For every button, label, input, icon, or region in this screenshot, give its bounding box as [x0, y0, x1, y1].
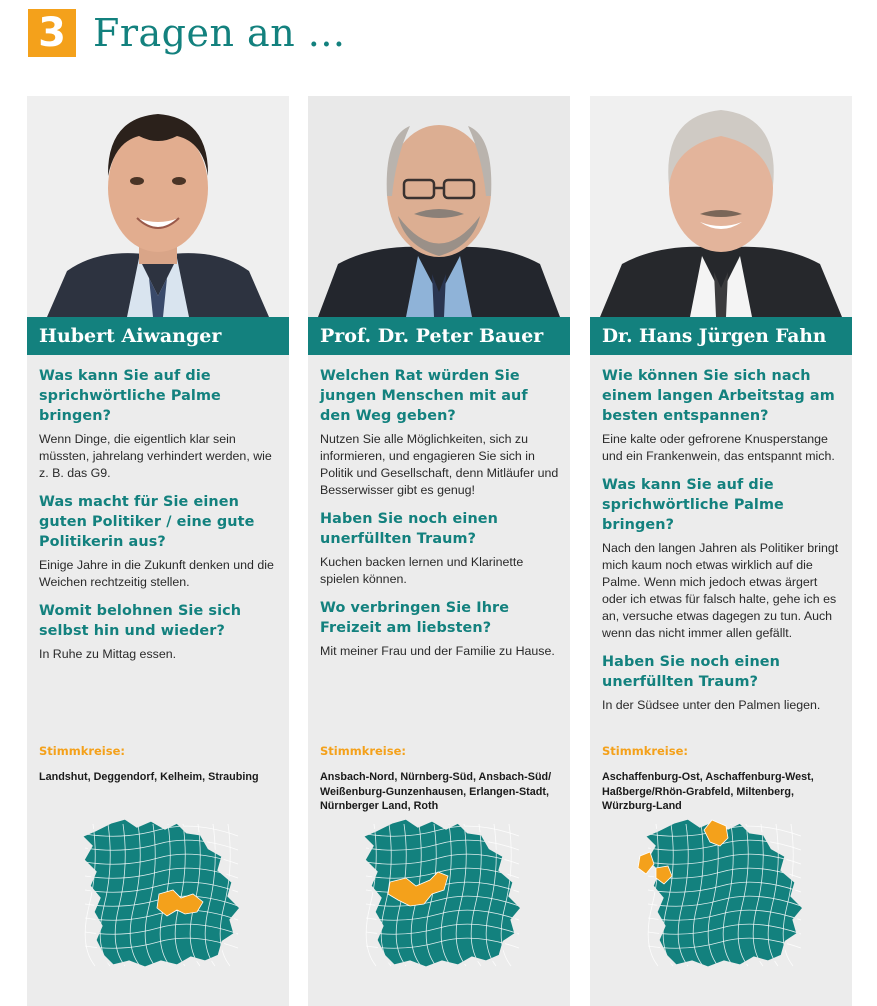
answer: Wenn Dinge, die eigentlich klar sein müssten, jahrelang verhindert werden, wie z. B. das G9. — [39, 432, 272, 480]
section-number-badge: 3 — [28, 9, 76, 57]
portrait-photo — [27, 96, 289, 317]
bavaria-map — [354, 816, 524, 976]
politician-card-fahn — [590, 96, 852, 1006]
question: Wo verbringen Sie Ihre Freizeit am liebsten? — [320, 600, 510, 636]
page-title: Fragen an ... — [93, 11, 346, 55]
politician-name: Prof. Dr. Peter Bauer — [308, 317, 570, 355]
question: Was kann Sie auf die sprichwörtliche Palme bringen? — [602, 477, 784, 533]
answer: Eine kalte oder gefrorene Knusperstange und ein Frankenwein, das entspannt mich. — [602, 432, 835, 463]
stimmkreise-section — [602, 744, 846, 814]
answer: Kuchen backen lernen und Klarinette spielen können. — [320, 555, 524, 586]
stimmkreise-list: Landshut, Deggendorf, Kelheim, Straubing — [39, 771, 259, 783]
answer: Nach den langen Jahren als Politiker bringt mich kaum noch etwas wirklich auf die Palme. Wenn mich jedoch etwas ärgert oder ich etwas für falsch halte, gehe ich es an, versuche etwas dagegen zu tun. Auch wenn das nicht immer allen gefällt. — [602, 541, 839, 640]
question: Womit belohnen Sie sich selbst hin und wieder? — [39, 603, 242, 639]
stimmkreise-list: Aschaffenburg-Ost, Aschaffenburg-West, Haßberge/Rhön-Grabfeld, Miltenberg, Würzburg-Land — [602, 771, 814, 813]
qa-section — [590, 355, 852, 714]
politician-name: Hubert Aiwanger — [27, 317, 289, 355]
stimmkreise-section — [39, 744, 283, 785]
portrait-photo — [308, 96, 570, 317]
answer: In der Südsee unter den Palmen liegen. — [602, 698, 821, 712]
bavaria-map — [73, 816, 243, 976]
politician-name: Dr. Hans Jürgen Fahn — [590, 317, 852, 355]
question: Haben Sie noch einen unerfüllten Traum? — [320, 511, 498, 547]
question: Wie können Sie sich nach einem langen Arbeitstag am besten entspannen? — [602, 368, 835, 424]
question: Was macht für Sie einen guten Politiker / eine gute Politikerin aus? — [39, 494, 255, 550]
question: Was kann Sie auf die sprichwörtliche Palme bringen? — [39, 368, 221, 424]
section-header — [28, 8, 346, 58]
answer: Nutzen Sie alle Möglichkeiten, sich zu informieren, und engagieren Sie sich in Politik und Gesellschaft, denn Mitläufer und Besserwisser gibt es genug! — [320, 432, 559, 497]
bavaria-map — [636, 816, 806, 976]
stimmkreise-label: Stimmkreise: — [320, 744, 406, 758]
question: Welchen Rat würden Sie jungen Menschen mit auf den Weg geben? — [320, 368, 528, 424]
answer: In Ruhe zu Mittag essen. — [39, 647, 177, 661]
stimmkreise-list: Ansbach-Nord, Nürnberg-Süd, Ansbach-Süd/ Weißenburg-Gunzenhausen, Erlangen-Stadt, Nürnberger Land, Roth — [320, 771, 552, 813]
stimmkreise-label: Stimmkreise: — [602, 744, 688, 758]
qa-section — [27, 355, 289, 663]
portrait-photo — [590, 96, 852, 317]
answer: Mit meiner Frau und der Familie zu Hause. — [320, 644, 555, 658]
stimmkreise-section — [320, 744, 564, 814]
answer: Einige Jahre in die Zukunft denken und die Weichen rechtzeitig stellen. — [39, 558, 274, 589]
stimmkreise-label: Stimmkreise: — [39, 744, 125, 758]
qa-section — [308, 355, 570, 660]
politician-card-aiwanger — [27, 96, 289, 1006]
politician-card-bauer — [308, 96, 570, 1006]
question: Haben Sie noch einen unerfüllten Traum? — [602, 654, 780, 690]
